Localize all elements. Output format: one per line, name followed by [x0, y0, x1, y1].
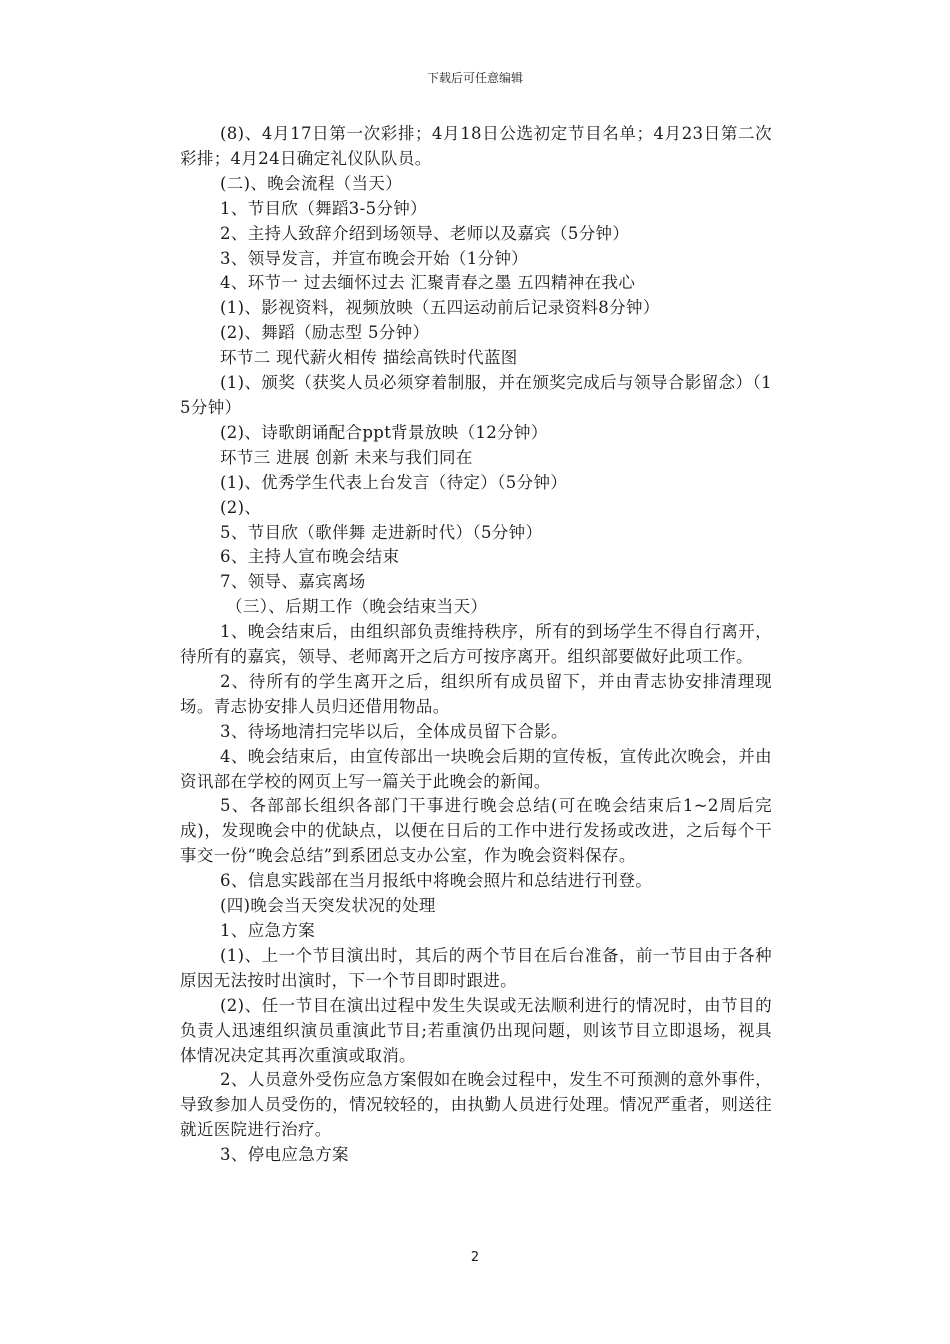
paragraph: 4、晚会结束后，由宣传部出一块晚会后期的宣传板，宣传此次晚会，并由资讯部在学校的网页上写一篇关于此晚会的新闻。 — [180, 746, 772, 791]
list-item: (2)、 — [220, 497, 262, 517]
list-item: 1、应急方案 — [220, 921, 316, 940]
section-heading: （三）、后期工作（晚会结束当天） — [226, 597, 488, 617]
list-item: 2、主持人致辞介绍到场领导、老师以及嘉宾（5分钟） — [220, 223, 630, 243]
list-item: (1)、影视资料，视频放映（五四运动前后记录资料8分钟） — [220, 298, 660, 318]
paragraph: 5、各部部长组织各部门干事进行晚会总结(可在晚会结束后1~2周后完成)，发现晚会中的优缺点，以便在日后的工作中进行发扬或改进，之后每个干事交一份“晚会总结”到系团总支办公室，作为晚会资料保存。 — [180, 796, 772, 866]
page-number: 2 — [470, 1250, 480, 1265]
list-item: 6、主持人宣布晚会结束 — [220, 547, 400, 567]
list-item: 3、领导发言，并宣布晚会开始（1分钟） — [220, 248, 529, 268]
list-item: 环节三 进展 创新 未来与我们同在 — [220, 447, 473, 467]
paragraph: 6、信息实践部在当月报纸中将晚会照片和总结进行刊登。 — [220, 871, 653, 891]
list-item: 4、环节一 过去缅怀过去 汇聚青春之墨 五四精神在我心 — [220, 273, 636, 293]
document-body — [180, 122, 772, 1168]
list-item: 7、领导、嘉宾离场 — [220, 572, 366, 592]
list-item: 环节二 现代薪火相传 描绘高铁时代蓝图 — [220, 348, 518, 368]
page-header: 下载后可任意编辑 — [426, 71, 523, 85]
paragraph: 3、待场地清扫完毕以后，全体成员留下合影。 — [220, 721, 568, 741]
paragraph: 2、待所有的学生离开之后，组织所有成员留下，并由青志协安排清理现场。青志协安排人员归还借用物品。 — [180, 671, 772, 716]
list-item: (2)、舞蹈（励志型 5分钟） — [220, 323, 430, 343]
list-item: 1、节目欣（舞蹈3-5分钟） — [220, 198, 427, 218]
paragraph: 1、晚会结束后，由组织部负责维持秩序，所有的到场学生不得自行离开，待所有的嘉宾，领导、老师离开之后方可按序离开。组织部要做好此项工作。 — [180, 622, 772, 667]
list-item: 3、停电应急方案 — [220, 1145, 349, 1165]
paragraph: (1)、上一个节目演出时，其后的两个节目在后台准备，前一节目由于各种原因无法按时出演时，下一个节目即时跟进。 — [180, 945, 772, 990]
paragraph: (8)、4月17日第一次彩排；4月18日公选初定节目名单；4月23日第二次彩排；4月24日确定礼仪队队员。 — [180, 124, 772, 168]
paragraph: 2、人员意外受伤应急方案假如在晚会过程中，发生不可预测的意外事件，导致参加人员受伤的，情况较轻的，由执勤人员进行处理。情况严重者，则送往就近医院进行治疗。 — [180, 1070, 772, 1140]
list-item: (1)、颁奖（获奖人员必须穿着制服，并在颁奖完成后与领导合影留念）（15分钟） — [180, 373, 772, 417]
list-item: (1)、优秀学生代表上台发言（待定）（5分钟） — [220, 472, 568, 492]
paragraph: (2)、任一节目在演出过程中发生失误或无法顺利进行的情况时，由节目的负责人迅速组织演员重演此节目;若重演仍出现问题，则该节目立即退场，视具体情况决定其再次重演或取消。 — [180, 995, 772, 1065]
list-item: 5、节目欣（歌伴舞 走进新时代）（5分钟） — [220, 522, 543, 542]
section-heading: (二)、晚会流程（当天） — [220, 173, 403, 193]
section-heading: (四)晚会当天突发状况的处理 — [220, 896, 436, 916]
list-item: (2)、诗歌朗诵配合ppt背景放映（12分钟） — [220, 422, 548, 442]
